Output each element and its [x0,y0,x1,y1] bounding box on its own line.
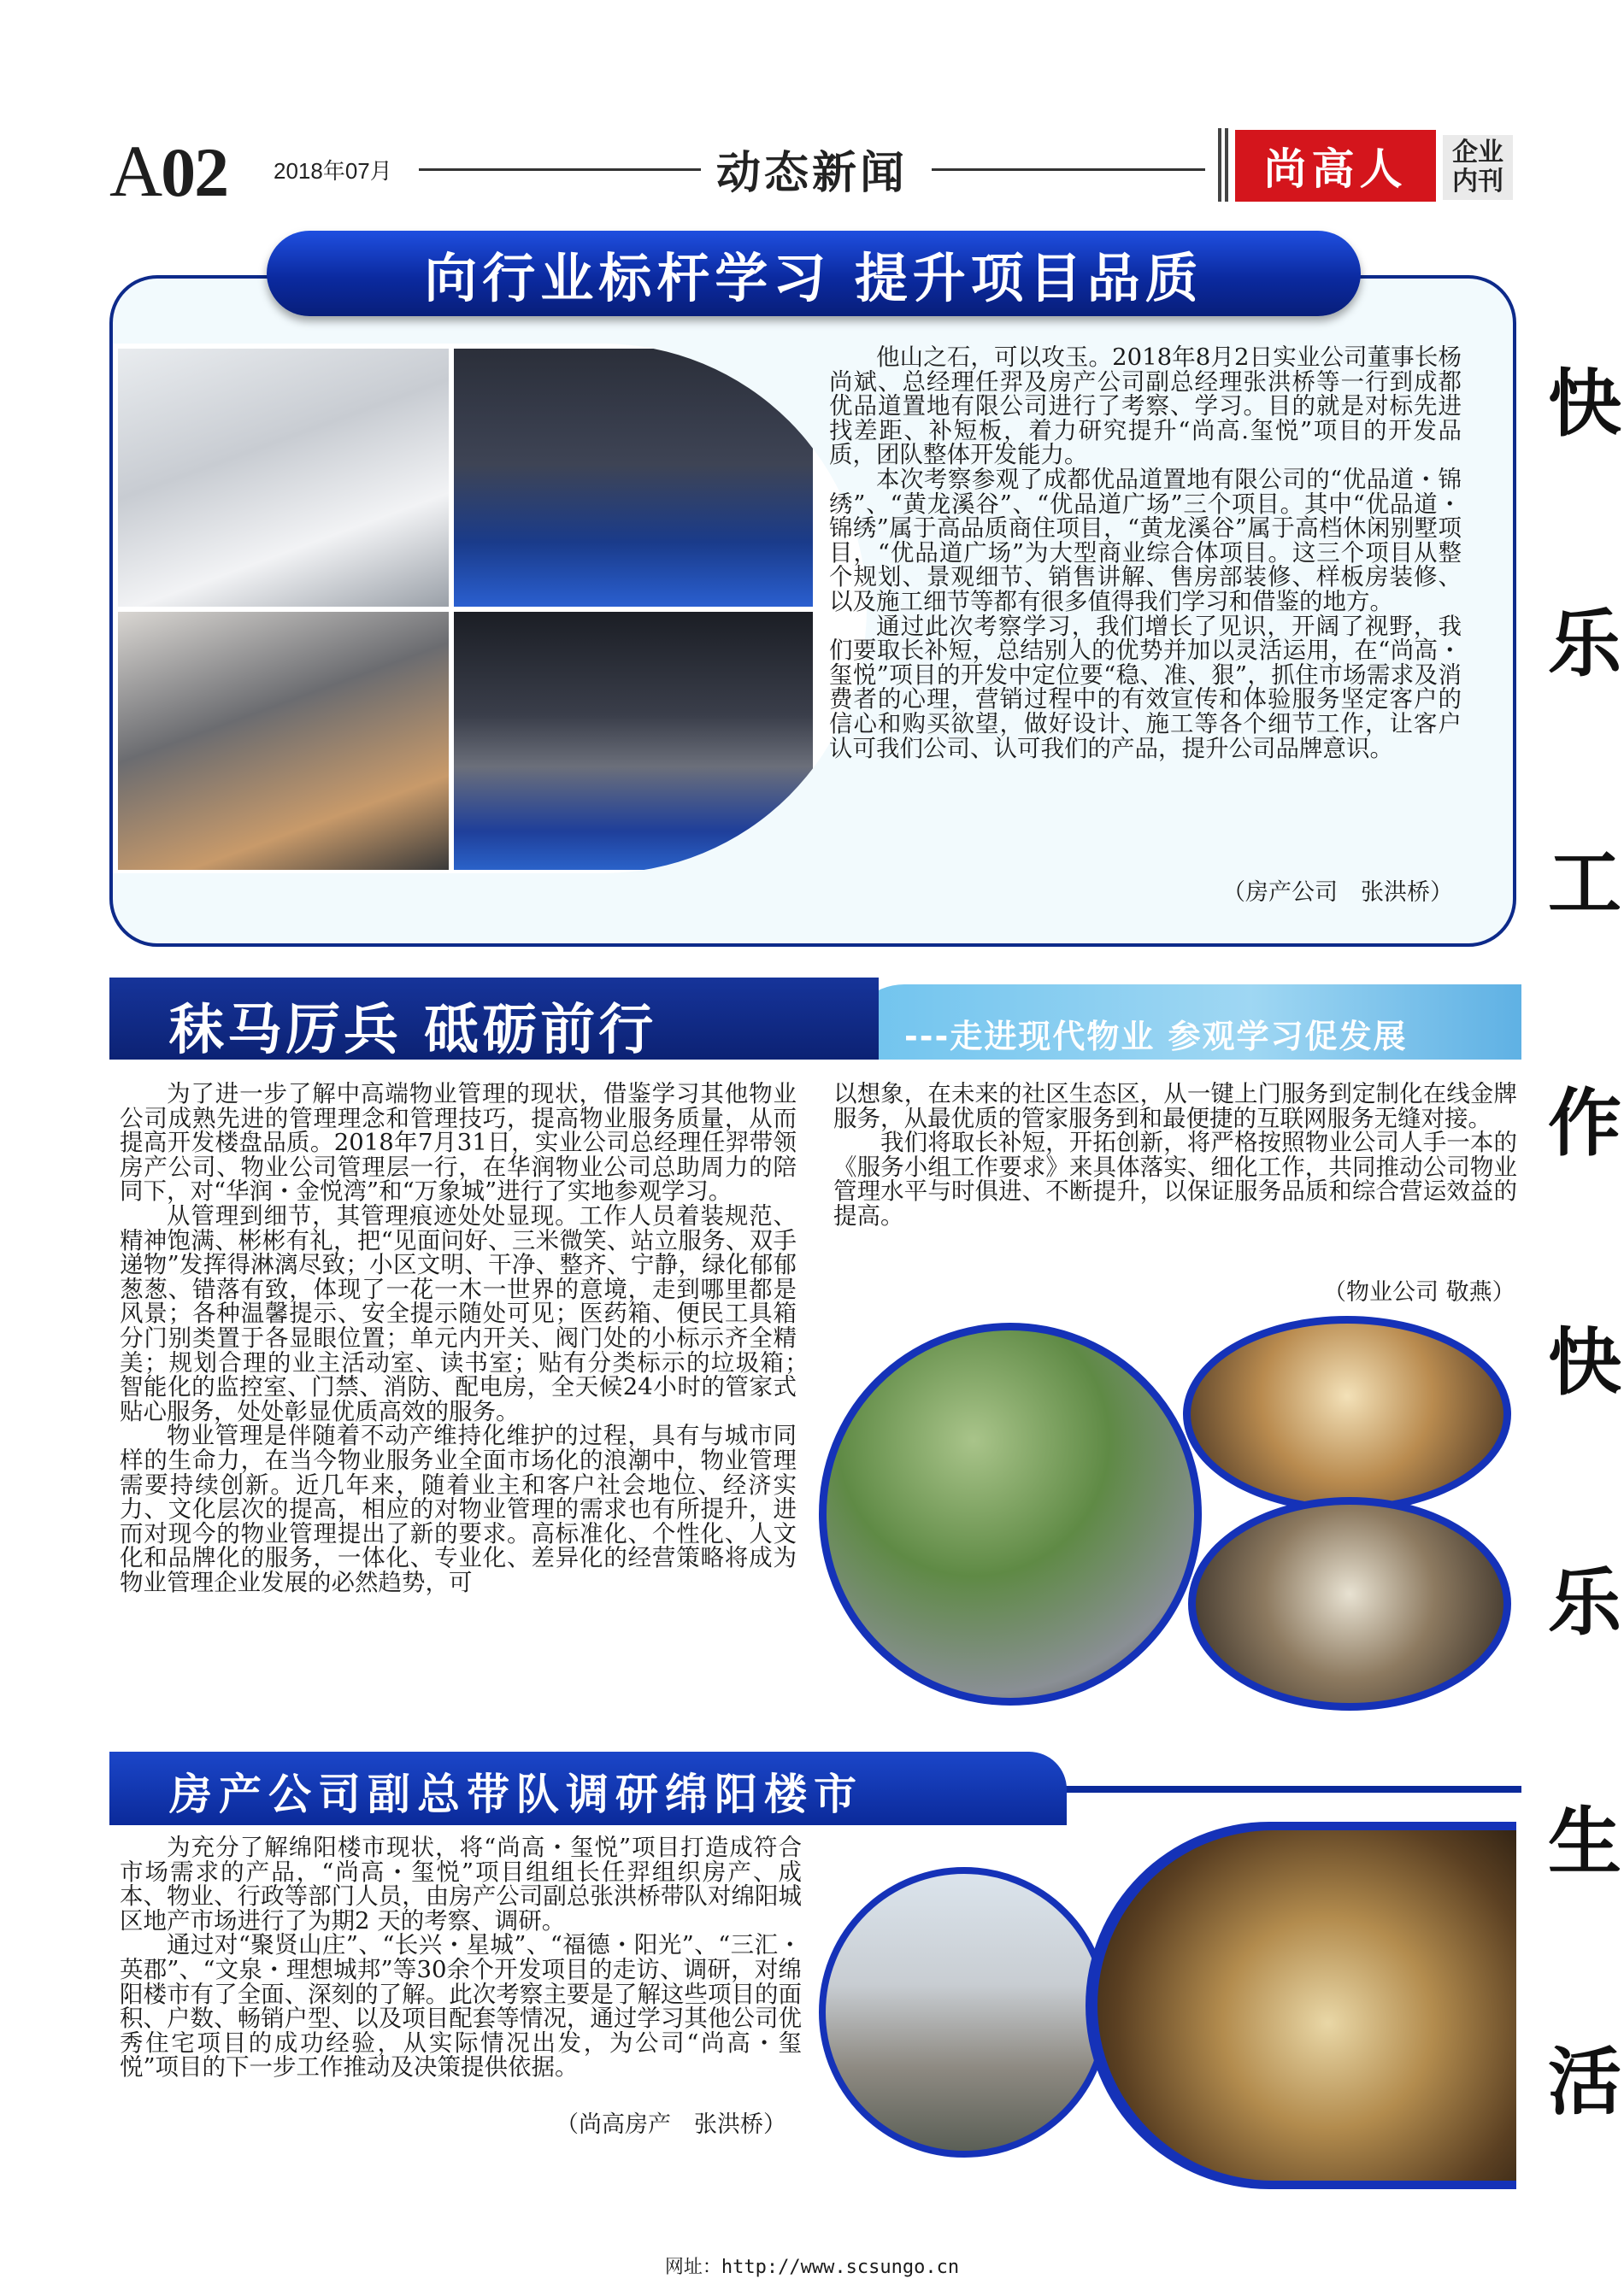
article1-banner [267,231,1361,316]
section-title: 动态新闻 [716,148,909,199]
photo-sales-center-group [1188,1497,1511,1711]
footer-url: 网址：http://www.scsungo.cn [664,2257,960,2278]
article1-photo-group [113,344,867,873]
article3-byline: （尚高房产 张洪桥） [556,2111,786,2138]
photo-villa-night [454,612,813,870]
photo-city-skyline [819,1867,1109,2158]
slogan-char: 乐 [1548,600,1621,687]
header-divider [1218,128,1221,202]
slogan-char: 快 [1548,361,1621,447]
slogan-char: 乐 [1548,1559,1621,1646]
slogan-char: 作 [1548,1079,1621,1166]
photo-pool-terrace [454,349,813,607]
slogan-char: 工 [1548,840,1621,927]
photo-sand-table-frame [1086,1822,1516,2189]
article2-byline: （物业公司 敬燕） [1323,1279,1515,1306]
article2-banner [109,978,1521,1063]
photo-group-visit-outdoor [819,1323,1202,1706]
brand-subtitle: 企业内刊 [1443,135,1513,200]
brand-logo: 尚高人 [1235,130,1436,202]
article2-title: 秣马厉兵 砥砺前行 [169,999,657,1062]
article3-title: 房产公司副总带队调研绵阳楼市 [169,1770,863,1819]
vertical-slogan [1545,361,1624,2125]
article1-body [829,345,1462,760]
paragraph: 以想象，在未来的社区生态区，从一键上门服务到定制化在线金牌服务，从最优质的管家服务到和最便捷的互联网服务无缝对接。 [833,1080,1517,1132]
slogan-char: 活 [1548,2038,1621,2125]
article2-subtitle: ---走进现代物业 参观学习促发展 [904,1018,1408,1055]
header-divider [1225,128,1228,202]
article2-body-left [120,1080,821,1596]
article2-body-right [833,1082,1517,1229]
slogan-char: 快 [1548,1319,1621,1406]
paragraph: 通过对“聚贤山庄”、“长兴・星城”、“福德・阳光”、“三汇・英郡”、“文泉・理想城邦”等30余个开发项目的走访、调研，对绵阳楼市有了全面、深刻的了解。此次考察主要是了解这些项目的面积、户数、畅销户型、以及项目配套等情况，通过学习其他公司优秀住宅项目的成功经验，从实际情况出发，为公司“尚高・玺悦”项目的下一步工作推动及决策提供依据。 [120,1931,802,2082]
paragraph: 从管理到细节，其管理痕迹处处显现。工作人员着装规范、精神饱满、彬彬有礼，把“见面问好、三米微笑、站立服务、双手递物”发挥得淋漓尽致；小区文明、干净、整齐、宁静，绿化郁郁葱葱、错落有致，体现了一花一木一世界的意境，走到哪里都是风景；各种温馨提示、安全提示随处可见；医药箱、便民工具箱分门别类置于各显眼位置；单元内开关、阀门处的小标示齐全精美；规划合理的业主活动室、读书室；贴有分类标示的垃圾箱； 智能化的监控室、门禁、消防、配电房，全天候24小时的管家式贴心服务，处处彰显优质高效的服务。 [120,1201,821,1425]
photo-interior-living-room [118,349,449,607]
photo-sales-center-model [1183,1316,1511,1512]
page-number: A02 [109,130,228,212]
paragraph: 本次考察参观了成都优品道置地有限公司的“优品道・锦绣”、“黄龙溪谷”、“优品道广场”三个项目。其中“优品道・锦绣”属于高品质商住项目，“黄龙溪谷”属于高档休闲别墅项目，“优品道广场”为大型商业综合体项目。这三个项目从整个规划、景观细节、销售讲解、售房部装修、样板房装修、以及施工细节等都有很多值得我们学习和借鉴的地方。 [829,465,1462,615]
paragraph: 他山之石，可以攻玉。2018年8月2日实业公司董事长杨尚斌、总经理任羿及房产公司副总经理张洪桥等一行到成都优品道置地有限公司进行了考察、学习。目的就是对标先进找差距、补短板，着力研究提升“尚高.玺悦”项目的开发品质，团队整体开发能力。 [829,344,1462,469]
paragraph: 为了进一步了解中高端物业管理的现状，借鉴学习其他物业公司成熟先进的管理理念和管理技巧，提高物业服务质量，从而提高开发楼盘品质。2018年7月31日，实业公司总经理任羿带领房产公司、物业公司管理层一行，在华润物业公司总助周力的陪同下，对“华润・金悦湾”和“万象城”进行了实地参观学习。 [120,1080,797,1206]
slogan-char: 生 [1548,1799,1621,1886]
paragraph: 为充分了解绵阳楼市现状，将“尚高・玺悦”项目打造成符合市场需求的产品，“尚高・玺悦”项目组组长任羿组织房产、成本、物业、行政等部门人员，由房产公司副总张洪桥带队对绵阳城区地产市场进行了为期2 天的考察、调研。 [120,1834,802,1935]
paragraph: 我们将取长补短，开拓创新，将严格按照物业公司人手一本的《服务小组工作要求》来具体落实、细化工作，共同推动公司物业管理水平与时俱进、不断提升，以保证服务品质和综合营运效益的提高。 [833,1129,1517,1230]
header-rule-right [932,168,1205,171]
article3-body [120,1835,802,2080]
header-rule-left [419,168,701,171]
issue-date: 2018年07月 [274,158,392,184]
banner-rule [1015,1786,1521,1793]
photo-interior-lounge [118,612,449,870]
paragraph: 物业管理是伴随着不动产维持化维护的过程，具有与城市同样的生命力，在当今物业服务业全面市场化的浪潮中，物业管理需要持续创新。近几年来，随着业主和客户社会地位、经济实力、文化层次的提高，相应的对物业管理的需求也有所提升，进而对现今的物业管理提出了新的要求。高标准化、个性化、人文化和品牌化的服务，一体化、专业化、差异化的经营策略将成为物业管理企业发展的必然趋势，可 [120,1422,797,1596]
article1-title: 向行业标杆学习 提升项目品质 [424,246,1203,309]
paragraph: 通过此次考察学习，我们增长了见识，开阔了视野，我们要取长补短，总结别人的优势并加以灵活运用，在“尚高・玺悦”项目的开发中定位要“稳、准、狠”，抓住市场需求及消费者的心理，营销过程中的有效宣传和体验服务坚定客户的信心和购买欲望，做好设计、施工等各个细节工作，让客户认可我们公司、认可我们的产品，提升公司品牌意识。 [829,612,1462,762]
photo-sand-table-model [1097,1830,1516,2181]
article1-byline: （房产公司 张洪桥） [1222,879,1453,906]
